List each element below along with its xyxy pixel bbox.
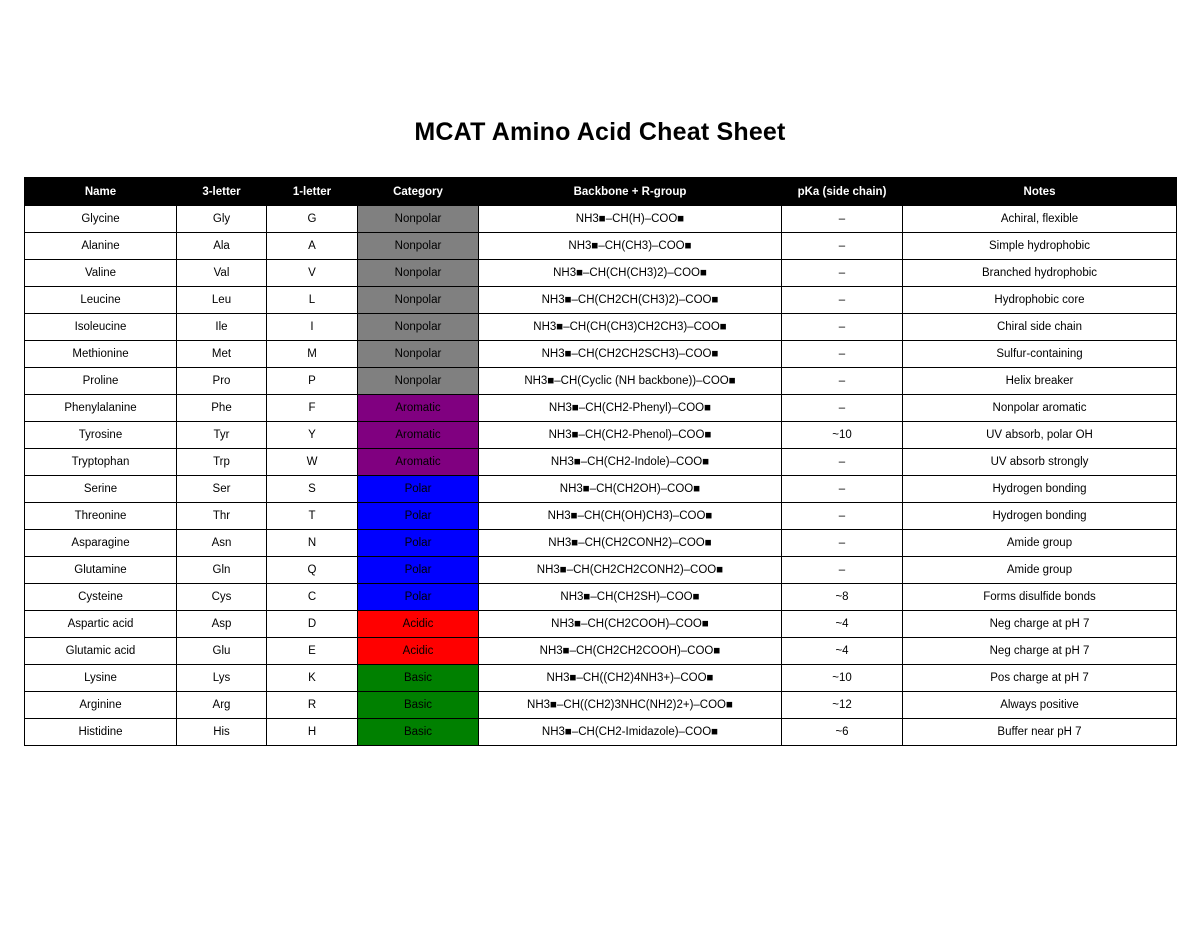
cell-backbone: NH3■–CH(CH(CH3)2)–COO■ bbox=[479, 260, 782, 287]
cell-pka: ~4 bbox=[782, 638, 903, 665]
cell-notes: Hydrophobic core bbox=[903, 287, 1177, 314]
cell-name: Glutamine bbox=[25, 557, 177, 584]
cell-name: Phenylalanine bbox=[25, 395, 177, 422]
cell-notes: Amide group bbox=[903, 557, 1177, 584]
cell-name: Valine bbox=[25, 260, 177, 287]
cell-name: Tryptophan bbox=[25, 449, 177, 476]
cell-backbone: NH3■–CH(Cyclic (NH backbone))–COO■ bbox=[479, 368, 782, 395]
table-row bbox=[25, 395, 1177, 422]
cell-backbone: NH3■–CH(CH2CONH2)–COO■ bbox=[479, 530, 782, 557]
cell-category: Aromatic bbox=[358, 395, 479, 422]
cell-3-letter: Trp bbox=[177, 449, 267, 476]
amino-acid-table bbox=[24, 177, 1177, 746]
cell-3-letter: Ser bbox=[177, 476, 267, 503]
cell-pka: – bbox=[782, 260, 903, 287]
cell-backbone: NH3■–CH(CH2-Phenyl)–COO■ bbox=[479, 395, 782, 422]
cell-name: Leucine bbox=[25, 287, 177, 314]
cell-3-letter: Asn bbox=[177, 530, 267, 557]
table-row bbox=[25, 530, 1177, 557]
table-row bbox=[25, 260, 1177, 287]
column-header-1-letter: 1-letter bbox=[267, 178, 358, 206]
cell-1-letter: N bbox=[267, 530, 358, 557]
table-row bbox=[25, 611, 1177, 638]
cell-pka: ~12 bbox=[782, 692, 903, 719]
cell-notes: Helix breaker bbox=[903, 368, 1177, 395]
table-row bbox=[25, 449, 1177, 476]
cell-name: Alanine bbox=[25, 233, 177, 260]
cell-3-letter: Arg bbox=[177, 692, 267, 719]
cell-pka: ~4 bbox=[782, 611, 903, 638]
cell-name: Tyrosine bbox=[25, 422, 177, 449]
cell-notes: Branched hydrophobic bbox=[903, 260, 1177, 287]
cell-notes: Achiral, flexible bbox=[903, 206, 1177, 233]
cell-pka: – bbox=[782, 314, 903, 341]
cell-notes: Sulfur-containing bbox=[903, 341, 1177, 368]
cell-1-letter: W bbox=[267, 449, 358, 476]
cell-1-letter: G bbox=[267, 206, 358, 233]
cell-category: Basic bbox=[358, 719, 479, 746]
cell-3-letter: Thr bbox=[177, 503, 267, 530]
cell-1-letter: F bbox=[267, 395, 358, 422]
cell-backbone: NH3■–CH(CH2CH2COOH)–COO■ bbox=[479, 638, 782, 665]
cell-3-letter: Ala bbox=[177, 233, 267, 260]
cell-pka: – bbox=[782, 530, 903, 557]
cell-3-letter: Asp bbox=[177, 611, 267, 638]
cell-pka: ~8 bbox=[782, 584, 903, 611]
cell-pka: – bbox=[782, 287, 903, 314]
table-row bbox=[25, 557, 1177, 584]
cell-notes: Always positive bbox=[903, 692, 1177, 719]
cell-pka: – bbox=[782, 557, 903, 584]
cell-3-letter: Ile bbox=[177, 314, 267, 341]
cell-category: Polar bbox=[358, 557, 479, 584]
cell-category: Nonpolar bbox=[358, 341, 479, 368]
cell-name: Arginine bbox=[25, 692, 177, 719]
cell-name: Histidine bbox=[25, 719, 177, 746]
cell-pka: – bbox=[782, 341, 903, 368]
table-row bbox=[25, 476, 1177, 503]
cell-pka: – bbox=[782, 368, 903, 395]
cell-name: Isoleucine bbox=[25, 314, 177, 341]
cell-1-letter: A bbox=[267, 233, 358, 260]
cell-notes: Nonpolar aromatic bbox=[903, 395, 1177, 422]
cell-category: Polar bbox=[358, 530, 479, 557]
cell-backbone: NH3■–CH(CH(CH3)CH2CH3)–COO■ bbox=[479, 314, 782, 341]
cell-category: Aromatic bbox=[358, 449, 479, 476]
cell-notes: UV absorb strongly bbox=[903, 449, 1177, 476]
cell-backbone: NH3■–CH(CH2CH(CH3)2)–COO■ bbox=[479, 287, 782, 314]
column-header-notes: Notes bbox=[903, 178, 1177, 206]
cell-1-letter: M bbox=[267, 341, 358, 368]
cell-category: Polar bbox=[358, 476, 479, 503]
cell-pka: – bbox=[782, 206, 903, 233]
column-header-category: Category bbox=[358, 178, 479, 206]
table-row bbox=[25, 206, 1177, 233]
table-row bbox=[25, 719, 1177, 746]
cell-name: Cysteine bbox=[25, 584, 177, 611]
cell-notes: Buffer near pH 7 bbox=[903, 719, 1177, 746]
table-row bbox=[25, 314, 1177, 341]
cell-notes: Simple hydrophobic bbox=[903, 233, 1177, 260]
table-row bbox=[25, 584, 1177, 611]
cell-category: Nonpolar bbox=[358, 260, 479, 287]
cell-backbone: NH3■–CH(CH2CH2CONH2)–COO■ bbox=[479, 557, 782, 584]
cell-3-letter: Glu bbox=[177, 638, 267, 665]
cell-notes: Forms disulfide bonds bbox=[903, 584, 1177, 611]
column-header-name: Name bbox=[25, 178, 177, 206]
cell-notes: Hydrogen bonding bbox=[903, 476, 1177, 503]
cell-notes: Pos charge at pH 7 bbox=[903, 665, 1177, 692]
cell-backbone: NH3■–CH(CH2OH)–COO■ bbox=[479, 476, 782, 503]
cell-category: Basic bbox=[358, 692, 479, 719]
cell-1-letter: D bbox=[267, 611, 358, 638]
table-row bbox=[25, 287, 1177, 314]
cell-category: Basic bbox=[358, 665, 479, 692]
cell-category: Acidic bbox=[358, 638, 479, 665]
cell-pka: – bbox=[782, 476, 903, 503]
cell-backbone: NH3■–CH(CH2SH)–COO■ bbox=[479, 584, 782, 611]
cell-category: Polar bbox=[358, 503, 479, 530]
cell-1-letter: Q bbox=[267, 557, 358, 584]
column-header-3-letter: 3-letter bbox=[177, 178, 267, 206]
cell-name: Proline bbox=[25, 368, 177, 395]
cell-3-letter: His bbox=[177, 719, 267, 746]
cell-1-letter: R bbox=[267, 692, 358, 719]
table-row bbox=[25, 341, 1177, 368]
cell-3-letter: Tyr bbox=[177, 422, 267, 449]
cell-category: Nonpolar bbox=[358, 314, 479, 341]
cell-pka: – bbox=[782, 503, 903, 530]
cell-1-letter: I bbox=[267, 314, 358, 341]
cell-name: Glutamic acid bbox=[25, 638, 177, 665]
cell-notes: Neg charge at pH 7 bbox=[903, 638, 1177, 665]
cell-1-letter: Y bbox=[267, 422, 358, 449]
table-row bbox=[25, 665, 1177, 692]
cell-3-letter: Gln bbox=[177, 557, 267, 584]
cell-backbone: NH3■–CH(CH2-Imidazole)–COO■ bbox=[479, 719, 782, 746]
cell-notes: Hydrogen bonding bbox=[903, 503, 1177, 530]
cell-category: Nonpolar bbox=[358, 368, 479, 395]
cell-3-letter: Gly bbox=[177, 206, 267, 233]
cell-pka: – bbox=[782, 233, 903, 260]
cell-3-letter: Phe bbox=[177, 395, 267, 422]
cell-name: Asparagine bbox=[25, 530, 177, 557]
cell-category: Nonpolar bbox=[358, 206, 479, 233]
cell-backbone: NH3■–CH((CH2)4NH3+)–COO■ bbox=[479, 665, 782, 692]
table-row bbox=[25, 233, 1177, 260]
cell-1-letter: V bbox=[267, 260, 358, 287]
cell-pka: – bbox=[782, 395, 903, 422]
cell-backbone: NH3■–CH(CH2COOH)–COO■ bbox=[479, 611, 782, 638]
cell-1-letter: C bbox=[267, 584, 358, 611]
table-header-row bbox=[25, 178, 1177, 206]
cell-1-letter: P bbox=[267, 368, 358, 395]
cell-name: Lysine bbox=[25, 665, 177, 692]
cell-backbone: NH3■–CH(CH2-Indole)–COO■ bbox=[479, 449, 782, 476]
column-header-backbone: Backbone + R-group bbox=[479, 178, 782, 206]
cell-name: Aspartic acid bbox=[25, 611, 177, 638]
cell-3-letter: Lys bbox=[177, 665, 267, 692]
cell-backbone: NH3■–CH(H)–COO■ bbox=[479, 206, 782, 233]
cell-notes: UV absorb, polar OH bbox=[903, 422, 1177, 449]
cell-3-letter: Leu bbox=[177, 287, 267, 314]
cell-notes: Chiral side chain bbox=[903, 314, 1177, 341]
table-row bbox=[25, 368, 1177, 395]
cell-pka: – bbox=[782, 449, 903, 476]
cell-category: Nonpolar bbox=[358, 233, 479, 260]
cell-name: Serine bbox=[25, 476, 177, 503]
cell-1-letter: K bbox=[267, 665, 358, 692]
cell-category: Aromatic bbox=[358, 422, 479, 449]
table-row bbox=[25, 422, 1177, 449]
cell-name: Glycine bbox=[25, 206, 177, 233]
cell-3-letter: Met bbox=[177, 341, 267, 368]
cell-category: Acidic bbox=[358, 611, 479, 638]
cell-3-letter: Val bbox=[177, 260, 267, 287]
cell-name: Threonine bbox=[25, 503, 177, 530]
column-header-pka: pKa (side chain) bbox=[782, 178, 903, 206]
cell-backbone: NH3■–CH(CH2CH2SCH3)–COO■ bbox=[479, 341, 782, 368]
page-title: MCAT Amino Acid Cheat Sheet bbox=[414, 118, 786, 146]
cell-backbone: NH3■–CH(CH2-Phenol)–COO■ bbox=[479, 422, 782, 449]
table-body bbox=[25, 206, 1177, 746]
table-row bbox=[25, 503, 1177, 530]
cell-backbone: NH3■–CH(CH3)–COO■ bbox=[479, 233, 782, 260]
cell-pka: ~10 bbox=[782, 422, 903, 449]
table-row bbox=[25, 692, 1177, 719]
cell-pka: ~10 bbox=[782, 665, 903, 692]
cell-backbone: NH3■–CH((CH2)3NHC(NH2)2+)–COO■ bbox=[479, 692, 782, 719]
cell-pka: ~6 bbox=[782, 719, 903, 746]
cell-1-letter: L bbox=[267, 287, 358, 314]
cell-notes: Neg charge at pH 7 bbox=[903, 611, 1177, 638]
cell-notes: Amide group bbox=[903, 530, 1177, 557]
cell-1-letter: T bbox=[267, 503, 358, 530]
cell-name: Methionine bbox=[25, 341, 177, 368]
cell-category: Nonpolar bbox=[358, 287, 479, 314]
cell-backbone: NH3■–CH(CH(OH)CH3)–COO■ bbox=[479, 503, 782, 530]
table-row bbox=[25, 638, 1177, 665]
cell-3-letter: Pro bbox=[177, 368, 267, 395]
cell-1-letter: S bbox=[267, 476, 358, 503]
cell-3-letter: Cys bbox=[177, 584, 267, 611]
cell-1-letter: E bbox=[267, 638, 358, 665]
cell-1-letter: H bbox=[267, 719, 358, 746]
cell-category: Polar bbox=[358, 584, 479, 611]
